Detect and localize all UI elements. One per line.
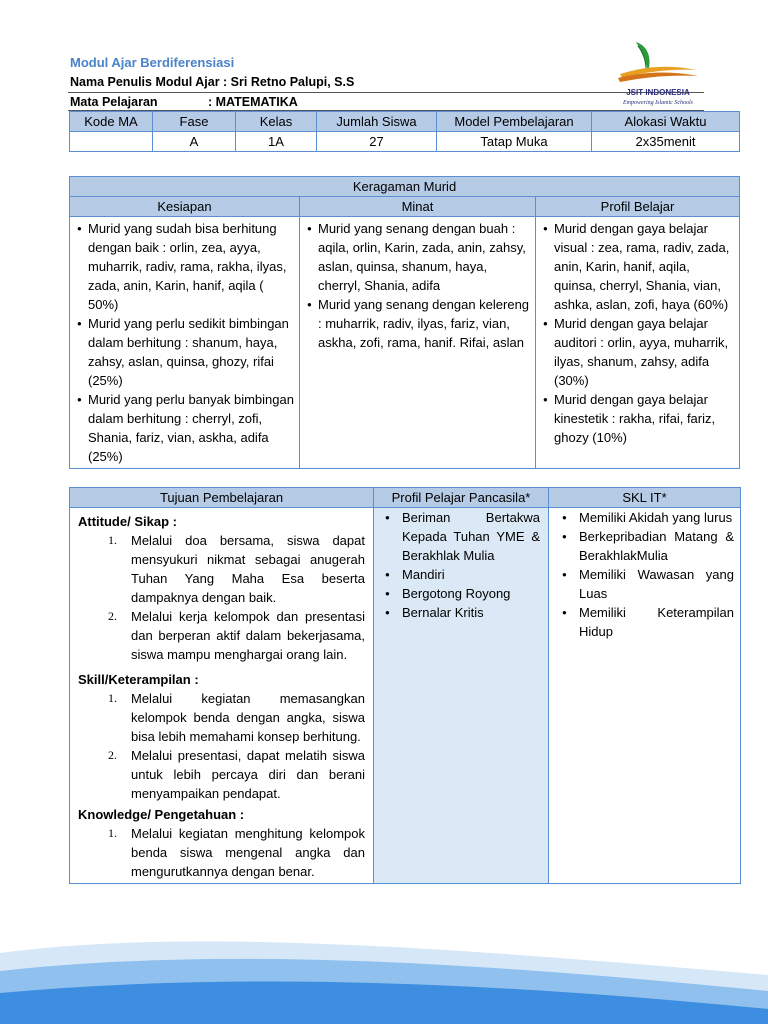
list-item: 1. Melalui kegiatan menghitung kelompok benda siswa mengenal angka dan mengurutkannya dengan benar.: [108, 826, 365, 879]
logo-tagline: Empowering Islamic Schools: [623, 100, 693, 106]
list-item: ● Murid dengan gaya belajar visual : zea, rama, radiv, zada, anin, Karin, hanif, aqila, quinsa, cherryl, Shania, vian, ashka, aslan, zofi, haya (60%): [554, 219, 735, 314]
list-item: ● Beriman Bertakwa Kepada Tuhan YME & Berakhlak Mulia: [402, 508, 540, 565]
list-item: ● Bernalar Kritis: [402, 603, 540, 622]
info-cell-kode-ma: [70, 132, 153, 152]
info-cell-alokasi: 2x35menit: [592, 132, 740, 152]
info-header: Kode MA: [70, 112, 153, 132]
pancasila-list: [380, 508, 540, 622]
attitude-list: [78, 531, 365, 664]
kesiapan-cell: [70, 217, 300, 469]
info-header: Jumlah Siswa: [317, 112, 437, 132]
list-item: ● Murid yang perlu banyak bimbingan dalam berhitung : cherryl, zofi, Shania, fariz, vian, askha, adifa (25%): [88, 390, 295, 466]
objectives-col-skl: SKL IT*: [549, 488, 741, 508]
diversity-col-minat: Minat: [300, 197, 536, 217]
jsit-logo: [608, 40, 708, 110]
tujuan-cell: [70, 508, 374, 884]
subject-value: : MATEMATIKA: [208, 95, 298, 109]
list-item: ● Berkepribadian Matang & BerakhlakMulia: [579, 527, 734, 565]
list-item: ● Murid yang perlu sedikit bimbingan dalam berhitung : shanum, haya, zahsy, aslan, quinsa, ghozy, rifai (25%): [88, 314, 295, 390]
kesiapan-list: [74, 219, 295, 466]
info-header: Alokasi Waktu: [592, 112, 740, 132]
profil-list: [540, 219, 735, 447]
list-item: ● Murid dengan gaya belajar kinestetik : rakha, rifai, fariz, ghozy (10%): [554, 390, 735, 447]
skl-cell: [549, 508, 741, 884]
list-item: ● Murid dengan gaya belajar auditori : orlin, ayya, muharrik, ilyas, shanum, zahsy, adifa (30%): [554, 314, 735, 390]
info-cell-model: Tatap Muka: [437, 132, 592, 152]
info-cell-fase: A: [153, 132, 236, 152]
list-item: 2. Melalui presentasi, dapat melatih siswa untuk lebih percaya diri dan berani menyampaikan pendapat.: [108, 748, 365, 801]
list-item: 1. Melalui kegiatan memasangkan kelompok benda dengan angka, siswa bisa lebih memahami konsep berhitung.: [108, 691, 365, 744]
info-header: Kelas: [236, 112, 317, 132]
objectives-table: [69, 487, 741, 884]
list-item: ● Mandiri: [402, 565, 540, 584]
info-cell-jumlah-siswa: 27: [317, 132, 437, 152]
skill-title: Skill/Keterampilan :: [78, 672, 199, 687]
document-title: Modul Ajar Berdiferensiasi: [70, 55, 235, 70]
minat-cell: [300, 217, 536, 469]
author-line: Nama Penulis Modul Ajar : Sri Retno Palupi, S.S: [70, 75, 355, 89]
info-cell-kelas: 1A: [236, 132, 317, 152]
list-item: ● Memiliki Akidah yang lurus: [579, 508, 734, 527]
diversity-table: [69, 176, 740, 469]
skill-list: [78, 689, 365, 803]
footer-wave: [0, 935, 768, 1024]
diversity-col-kesiapan: Kesiapan: [70, 197, 300, 217]
list-item: ● Memiliki Wawasan yang Luas: [579, 565, 734, 603]
diversity-col-profil: Profil Belajar: [536, 197, 740, 217]
knowledge-title: Knowledge/ Pengetahuan :: [78, 807, 245, 822]
skl-list: [557, 508, 734, 641]
list-item: 2. Melalui kerja kelompok dan presentasi dan berperan aktif dalam bekerjasama, siswa mampu menghargai orang lain.: [108, 609, 365, 662]
minat-list: [304, 219, 531, 352]
diversity-title: Keragaman Murid: [70, 177, 740, 197]
attitude-title: Attitude/ Sikap :: [78, 514, 177, 529]
info-header: Model Pembelajaran: [437, 112, 592, 132]
list-item: ● Murid yang senang dengan kelereng : muharrik, radiv, ilyas, fariz, vian, askha, zofi, rama, hanif. Rifai, aslan: [318, 295, 531, 352]
profil-cell: [536, 217, 740, 469]
list-item: ● Murid yang sudah bisa berhitung dengan baik : orlin, zea, ayya, muharrik, radiv, rama, rakha, ilyas, zada, anin, Karin, hanif, aqila ( 50%): [88, 219, 295, 314]
list-item: ● Memiliki Keterampilan Hidup: [579, 603, 734, 641]
objectives-col-pancasila: Profil Pelajar Pancasila*: [374, 488, 549, 508]
logo-name: JSIT INDONESIA: [626, 88, 690, 97]
pancasila-cell: [374, 508, 549, 884]
objectives-col-tujuan: Tujuan Pembelajaran: [70, 488, 374, 508]
subject-label: Mata Pelajaran: [70, 95, 158, 109]
list-item: ● Bergotong Royong: [402, 584, 540, 603]
list-item: 1. Melalui doa bersama, siswa dapat mensyukuri nikmat sebagai anugerah Tuhan Yang Maha Esa beserta dampaknya dengan baik.: [108, 533, 365, 605]
info-table: [69, 111, 740, 152]
list-item: ● Murid yang senang dengan buah : aqila, orlin, Karin, zada, anin, zahsy, aslan, quinsa, shanum, haya, cherryl, Shania, adifa: [318, 219, 531, 295]
info-header: Fase: [153, 112, 236, 132]
knowledge-list: [78, 824, 365, 881]
